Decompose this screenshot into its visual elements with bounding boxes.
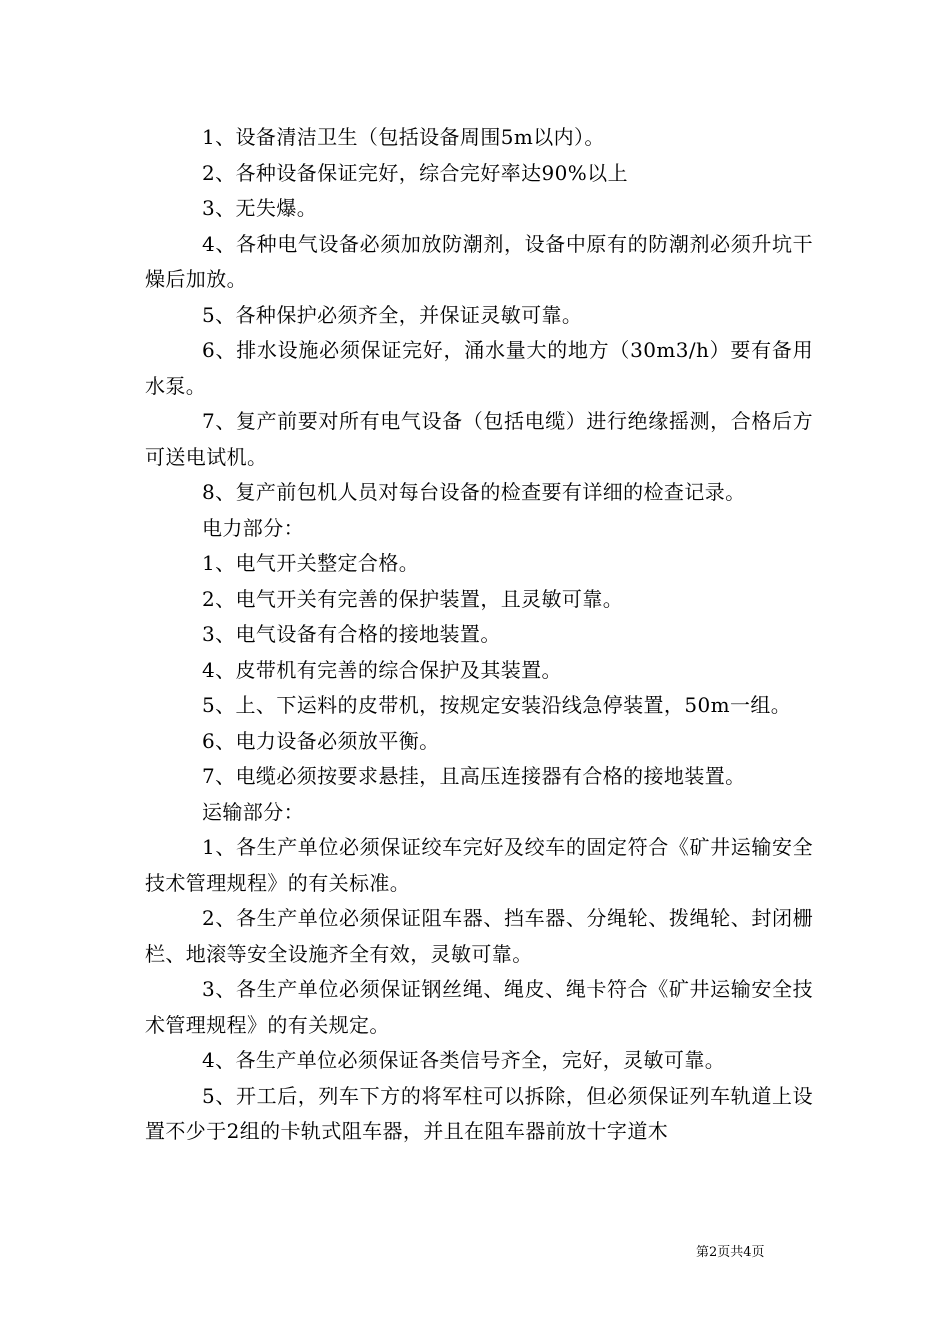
section-heading-power: 电力部分： (202, 515, 304, 540)
paragraph-power-3: 3、电气设备有合格的接地装置。 (202, 622, 501, 646)
section-heading-transport: 运输部分： (202, 799, 304, 824)
paragraph-power-4: 4、皮带机有完善的综合保护及其装置。 (202, 657, 562, 682)
paragraph-equipment-7: 7、复产前要对所有电气设备（包括电缆）进行绝缘摇测，合格后方可送电试机。 (145, 409, 813, 469)
paragraph-equipment-3: 3、无失爆。 (202, 196, 318, 220)
paragraph-transport-5: 5、开工后，列车下方的将军柱可以拆除，但必须保证列车轨道上设置不少于2组的卡轨式阻车器，并且在阻车器前放十字道木 (145, 1083, 813, 1143)
paragraph-equipment-8: 8、复产前包机人员对每台设备的检查要有详细的检查记录。 (202, 480, 746, 504)
paragraph-equipment-5: 5、各种保护必须齐全，并保证灵敏可靠。 (202, 302, 583, 327)
paragraph-transport-3: 3、各生产单位必须保证钢丝绳、绳皮、绳卡符合《矿井运输安全技术管理规程》的有关规定。 (145, 977, 813, 1037)
paragraph-transport-4: 4、各生产单位必须保证各类信号齐全，完好，灵敏可靠。 (202, 1048, 726, 1072)
paragraph-power-1: 1、电气开关整定合格。 (202, 551, 420, 575)
paragraph-power-6: 6、电力设备必须放平衡。 (202, 728, 440, 753)
paragraph-equipment-1: 1、设备清洁卫生（包括设备周围5m以内）。 (202, 125, 605, 149)
paragraph-transport-2: 2、各生产单位必须保证阻车器、挡车器、分绳轮、拨绳轮、封闭栅栏、地滚等安全设施齐全有效，灵敏可靠。 (145, 906, 813, 966)
paragraph-equipment-2: 2、各种设备保证完好，综合完好率达90%以上 (202, 160, 628, 185)
paragraph-power-7: 7、电缆必须按要求悬挂，且高压连接器有合格的接地装置。 (202, 764, 746, 788)
paragraph-transport-1: 1、各生产单位必须保证绞车完好及绞车的固定符合《矿井运输安全技术管理规程》的有关标准。 (145, 835, 813, 895)
paragraph-equipment-6: 6、排水设施必须保证完好，涌水量大的地方（30m3/h）要有备用水泵。 (145, 338, 813, 398)
paragraph-power-5: 5、上、下运料的皮带机，按规定安装沿线急停装置，50m一组。 (202, 693, 792, 717)
paragraph-power-2: 2、电气开关有完善的保护装置，且灵敏可靠。 (202, 586, 624, 611)
page-number-footer: 第2页共4页 (696, 1245, 765, 1260)
document-body (145, 120, 813, 1150)
paragraph-equipment-4: 4、各种电气设备必须加放防潮剂，设备中原有的防潮剂必须升坑干燥后加放。 (145, 231, 813, 291)
